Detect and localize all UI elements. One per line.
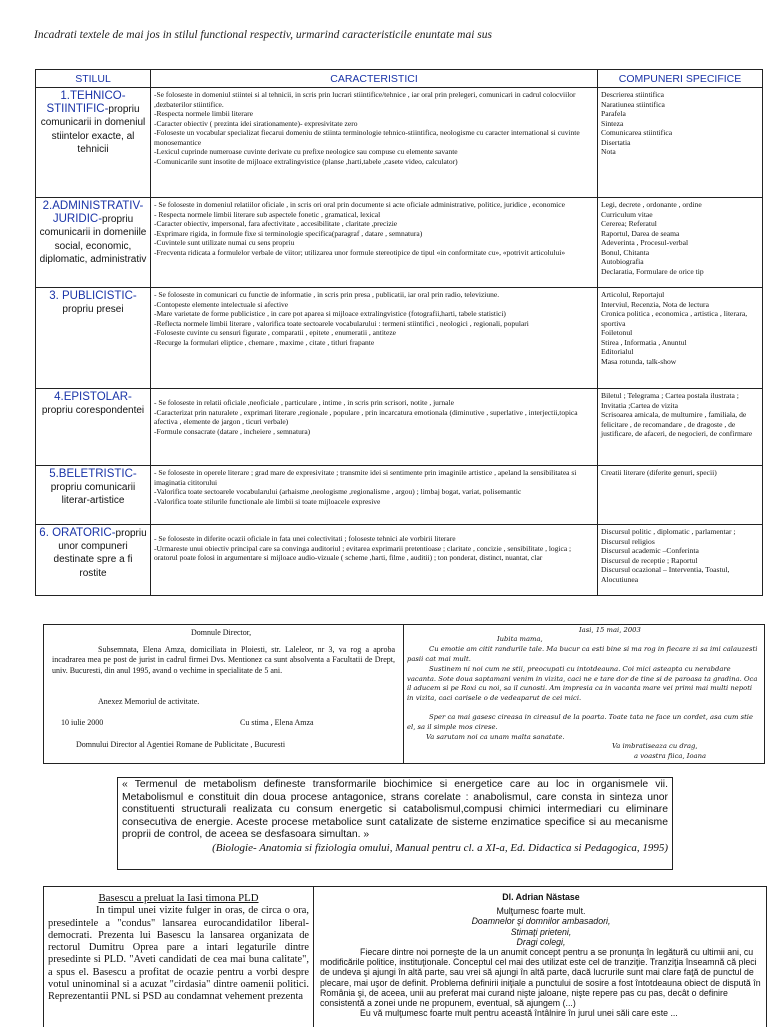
personal-letter-date: Iasi, 15 mai, 2003	[579, 626, 641, 634]
style-cell	[36, 466, 151, 525]
characteristic-item: -Caracterizat prin naturalete , exprimari literare ,regionale , populare , prin incarcatura emotionala (diminutive , superlative , interjectii,topica afectiva , elemente de jargon , ticuri verbale)	[154, 407, 578, 426]
style-cell	[36, 198, 151, 288]
functional-styles-table	[35, 69, 763, 596]
composition-item: Discursul academic –Conferinta	[601, 546, 699, 555]
speech-line: Doamnelor şi domnilor ambasadori,	[471, 916, 611, 927]
compositions-cell	[598, 466, 763, 525]
composition-item: Discursul de receptie ; Raportul	[601, 555, 698, 565]
personal-letter-paragraph: Va sarutam noi ca unam malta sanatate.	[426, 733, 565, 741]
letter-enclosure: Anexez Memoriul de activitate.	[98, 697, 200, 706]
composition-item: Interviul, Recenzia, Nota de lectura	[601, 299, 709, 309]
compositions-cell	[598, 198, 763, 288]
letter-signature: Cu stima , Elena Amza	[240, 718, 314, 727]
characteristics-cell	[151, 198, 598, 288]
composition-item: Disertatia	[601, 137, 631, 147]
characteristic-item: -Foloseste un vocabular specializat fiecarui domeniu de stiinta terminologie tehnico-stiintifica, neologisme cu caracter international si cuvinte monosemantice	[154, 128, 580, 147]
compositions-cell	[598, 389, 763, 466]
characteristic-item: -Caracter obiectiv ( prezinta idei sirationamente)- expresivitate zero	[154, 118, 358, 128]
composition-item: Articolul, Reportajul	[601, 290, 665, 299]
personal-letter-paragraph: Sustinem ni noi cum ne stii, preocupati cu intotdeauna. Coi mici asteapta cu nerabdare vacanta. Sote doua saptamani venim in vizita, caci ne e tare dor de tine si de paroasa ta gradina. Oca il aducem si pe Roxi cu noi, sa il cunosti. Am impresia ca in vacanta mare vei primi mai multi nepoti in vizita, caci carisele o de vedeaparut de cei mici.	[407, 665, 758, 703]
speech-body: Fiecare dintre noi porneşte de la un anumit concept pentru a se pronunţa în legătură cu ultimii ani, cu modificările politice, instituţionale. Conceptul cel mai des utilizat este cel de tranziţie. Tranziţia înseamnă că pleci de undeva şi ajungi în altă parte, sau vrei să ajungi în altă parte, dacă lucrurile sunt mai clare faţă de punctul de plecare, mai uşor de definit. Problema definirii iniţiale a punctului de sosire a fost întotdeauna obiect de dispută în România şi, de aceea, unii au preferat mai curand nişte jaloane, nişte repere pas cu pas, decât o definire consistentă a zonei unde ne propunem, eventual, să ajungem (...)	[320, 947, 761, 1009]
style-description: propriu comunicarii literar-artistice	[50, 482, 136, 507]
characteristics-cell	[151, 88, 598, 198]
composition-item: Cronica politica , economica , artistica , literara, sportiva	[601, 309, 748, 328]
characteristic-item: - Se foloseste in diferite ocazii oficiale in fata unei colectivitati ; foloseste tehnici ale vorbirii literare	[154, 534, 456, 543]
style-description: propriu comunicarii in domeniul stiintelor exacte, al tehnicii	[40, 104, 146, 155]
table-row	[36, 198, 763, 288]
personal-letter-signature: a voastra fiica, Ioana	[634, 752, 707, 760]
style-description: propriu corespondentei	[41, 405, 145, 417]
characteristic-item: -Caracter obiectiv, impersonal, fara afectivitate , accesibilitate , claritate ,precizie	[154, 219, 398, 228]
composition-item: Comunicarea stiintifica	[601, 128, 673, 137]
letter-salutation: Domnule Director,	[191, 628, 252, 637]
characteristic-item: -Urmareste unui obiectiv principal care sa convinga auditoriul ; evitarea exprimarii pretentioase ; claritate , concizie , sensibilitate , logica ; oratorul poate folosi in argumentare si mijloace audio-vizuale ( scheme ,harti, filme , auditii) ; ton ponderat, distinct, nuantat, clar	[154, 543, 572, 562]
table-row	[36, 288, 763, 389]
characteristic-item: -Frecventa ridicata a formulelor verbale de viitor; utilizarea unor formule stereotipice de tipul «in conformitate cu», «potrivit articolului»	[154, 247, 566, 257]
composition-item: Legi, decrete , ordonante , ordine	[601, 200, 702, 209]
composition-item: Biletul ; Telegrama ; Cartea postala ilustrata ; Invitatia ;Cartea de vizita	[601, 391, 739, 410]
header-stilul: STILUL	[36, 70, 151, 88]
style-name: 2.ADMINISTRATIV-JURIDIC-	[42, 200, 144, 226]
composition-item: Adeverinta , Procesul-verbal	[601, 238, 689, 247]
characteristic-item: -Contopeste elemente intelectuale si afective	[154, 299, 289, 309]
characteristics-cell	[151, 466, 598, 525]
characteristic-item: -Respecta normele limbii literare	[154, 109, 253, 118]
speech-line: Dragi colegi,	[516, 936, 566, 947]
quote-source: (Biologie- Anatomia si fiziologia omului, Manual pentru cl. a XI-a, Ed. Didactica si Pedagogica, 1995)	[212, 841, 668, 854]
composition-item: Discursul ocazional – Interventia, Toastul, Alocutiunea	[601, 565, 730, 584]
personal-letter	[404, 625, 764, 763]
style-description: propriu comunicarii in domeniile social, economic, diplomatic, administrativ	[39, 214, 147, 265]
header-compuneri: COMPUNERI SPECIFICE	[598, 70, 763, 88]
characteristic-item: -Cuvintele sunt utilizate numai cu sens propriu	[154, 238, 295, 247]
composition-item: Stirea , Informatia , Anuntul	[601, 337, 687, 347]
characteristics-cell	[151, 389, 598, 466]
compositions-cell	[598, 288, 763, 389]
characteristic-item: -Foloseste cuvinte cu sensuri figurate , comparatii , epitete , enumeratii , antiteze	[154, 328, 396, 337]
characteristic-item: -Mare varietate de forme publicistice , in care pot aparea si mijloace extralingvistice (fotografii,harti, tabele statistici)	[154, 309, 506, 318]
style-cell	[36, 288, 151, 389]
exercise-instruction: Incadrati textele de mai jos in stilul functional respectiv, urmarind caracteristicile enuntate mai sus	[34, 29, 493, 41]
table-row	[36, 525, 763, 596]
composition-item: Sinteza	[601, 118, 624, 128]
composition-item: Cererea; Referatul	[601, 219, 657, 228]
composition-item: Foiletonul	[601, 328, 633, 337]
composition-item: Editorialul	[601, 347, 634, 356]
composition-item: Scrisoarea amicala, de multumire , familiala, de felicitare , de recomandare , de dragoste , de justificare, de afaceri, de negocieri, de confirmare	[601, 410, 753, 438]
style-cell	[36, 525, 151, 596]
letters-box	[43, 624, 765, 764]
style-name: 3. PUBLICISTIC-	[49, 290, 137, 302]
scientific-quote-box	[117, 777, 673, 870]
news-article	[44, 887, 314, 1027]
personal-letter-paragraph: Cu emotie am citit randurile tale. Ma bucur ca esti bine si ma rog in fiecare zi sa imi calauzesti pasii cat mai mult.	[407, 645, 758, 663]
speech-title: Dl. Adrian Năstase	[502, 892, 580, 902]
characteristic-item: - Respecta normele limbii literare sub aspectele fonetic , gramatical, lexical	[154, 209, 381, 219]
news-body: In timpul unei vizite fulger in oras, de circa o ora, presedintele a "condus" lansarea eurocandidatilor liberal-democrati. Prezenta lui Basescu la lansarea organizata de rectorul Dumitru Oprea pare a intari legaturile dintre presedinte si PLD. "Aveti candidati de cea mai buna calitate", a spus el. Basescu a profitat de ocazie pentru a vorbi despre votul uninominal si a acuzat "cirdasia" dintre oamenii politici. Reprezentantii PNL si PSD au condamnat vehement prezenta	[48, 905, 309, 1003]
characteristics-cell	[151, 525, 598, 596]
letter-date: 10 iulie 2000	[61, 718, 104, 727]
composition-item: Creatii literare (diferite genuri, specii)	[601, 468, 717, 477]
characteristic-item: -Lexicul cuprinde numeroase cuvinte derivate cu prefixe neologice sau compuse cu elemente savante	[154, 147, 458, 156]
composition-item: Masa rotunda, talk-show	[601, 356, 677, 366]
characteristic-item: -Se foloseste in domeniul stiintei si al tehnicii, in scris prin lucrari stiintifice/tehnice , iar oral prin prelegeri, comunicari in cadrul colocviilor ,dezbaterilor stiintifice.	[154, 90, 576, 109]
characteristic-item: -Comunicarile sunt insotite de mijloace extralingvistice (planse ,harti,tabele ,casete video, calculator)	[154, 156, 458, 166]
style-name: 1.TEHNICO-STIINTIFIC-	[46, 90, 126, 116]
style-description: propriu presei	[62, 304, 124, 316]
compositions-cell	[598, 88, 763, 198]
characteristics-cell	[151, 288, 598, 389]
composition-item: Descrierea stiintifica	[601, 90, 665, 99]
speech-line: Mulţumesc foarte mult.	[496, 906, 586, 917]
style-name: 6. ORATORIC-	[39, 527, 116, 539]
composition-item: Nota	[601, 147, 616, 156]
characteristic-item: - Se foloseste in domeniul relatiilor oficiale , in scris ori oral prin documente si acte oficiale administrative, politice, juridice , economice	[154, 200, 565, 209]
characteristic-item: -Formule consacrate (datare , incheiere , semnatura)	[154, 426, 311, 436]
characteristic-item: -Exprimare rigida, in formule fixe si terminologie specifica(paragraf , datare , semnatura)	[154, 228, 423, 238]
quote-text: « Termenul de metabolism defineste transformarile biochimice si energetice care au loc in organismele vii. Metabolismul e constituit din doua procese antagonice, strans corelate : anabolismul, care consta in sinteza unor constituenti structurali realizata cu consum energetic si catabolismul,compusi chimici intermediari cu eliminare consecutiva de energie. Aceste procese metabolice sunt catalizate de sisteme enzimatice specifice si au mecanisme proprii de control, de aceea se desfasoara simultan. »	[122, 779, 668, 841]
composition-item: Raportul, Darea de seama	[601, 228, 680, 238]
style-cell	[36, 88, 151, 198]
official-request-letter	[44, 625, 404, 763]
characteristic-item: -Recurge la formulari eliptice , chemare , maxime , citate , titluri frapante	[154, 337, 375, 347]
style-name: 5.BELETRISTIC-	[49, 468, 137, 480]
news-headline: Basescu a preluat la Iasi timona PLD	[98, 892, 259, 904]
style-description: propriu unor compuneri destinate spre a fi rostite	[53, 528, 147, 579]
letter-addressee: Domnului Director al Agentiei Romane de Publicitate , Bucuresti	[76, 740, 286, 749]
characteristic-item: -Valorifica toate stilurile functionale ale limbii si toate mijloacele expresive	[154, 496, 381, 506]
characteristic-item: -Reflecta normele limbii literare , valorifica toate sectoarele vocabularului : termeni stiintifici , neologici , regionali, populari	[154, 318, 529, 328]
table-row	[36, 389, 763, 466]
speech-line: Stimaţi prieteni,	[510, 926, 572, 937]
letter-body: Subsemnata, Elena Amza, domiciliata in Ploiesti, str. Laleleor, nr 3, va rog a aproba incadrarea mea pe post de jurist in cadrul firmei Dvs. Mentionez ca sunt absolventa a Facultatii de Drept, univ. Bucuresti, din anul 1995, avand o vechime in specialitate de 5 ani.	[52, 645, 395, 675]
characteristic-item: - Se foloseste in comunicari cu functie de informatie , in scris prin presa , publicatii, iar oral prin radio, televiziune.	[154, 290, 500, 299]
characteristic-item: - Se foloseste in operele literare ; grad mare de expresivitate ; transmite idei si sentimente prin imaginile artistice , apeland la sensibilitatea si imaginatia cititorului	[154, 468, 577, 487]
composition-item: Discursul politic , diplomatic , parlamentar ; Discursul religios	[601, 527, 736, 546]
composition-item: Declaratia, Formulare de orice tip	[601, 266, 704, 276]
composition-item: Parafela	[601, 109, 626, 118]
characteristic-item: -Valorifica toate sectoarele vocabularului (arhaisme ,neologisme ,regionalisme , argou) ; limbaj bogat, variat, polisemantic	[154, 487, 522, 496]
compositions-cell	[598, 525, 763, 596]
table-row	[36, 466, 763, 525]
composition-item: Naratiunea stiintifica	[601, 99, 665, 109]
style-cell	[36, 389, 151, 466]
speech-text	[315, 887, 766, 1027]
bottom-texts-box	[43, 886, 767, 1027]
personal-letter-greeting: Iubita mama,	[497, 635, 543, 643]
personal-letter-signoff: Va imbratiseaza cu drag,	[612, 742, 698, 750]
composition-item: Curriculum vitae	[601, 209, 653, 219]
characteristic-item: - Se foloseste in relatii oficiale ,neoficiale , particulare , intime , in scris prin scrisori, notite , jurnale	[154, 398, 454, 407]
table-header-row	[36, 70, 763, 88]
table-row	[36, 88, 763, 198]
style-name: 4.EPISTOLAR-	[54, 391, 132, 403]
personal-letter-paragraph: Sper ca mai gasesc cireasa in cireasul de la poarta. Toate tata ne face un cordet, asa cum stie el, sa il simple mos cirese.	[407, 713, 754, 731]
composition-item: Bonul, Chitanta	[601, 247, 650, 257]
header-caracteristici: CARACTERISTICI	[151, 70, 598, 88]
composition-item: Autobiografia	[601, 257, 644, 266]
speech-last-line: Eu vă mulţumesc foarte mult pentru această întâlnire în jurul unei săli care este ...	[360, 1008, 678, 1019]
